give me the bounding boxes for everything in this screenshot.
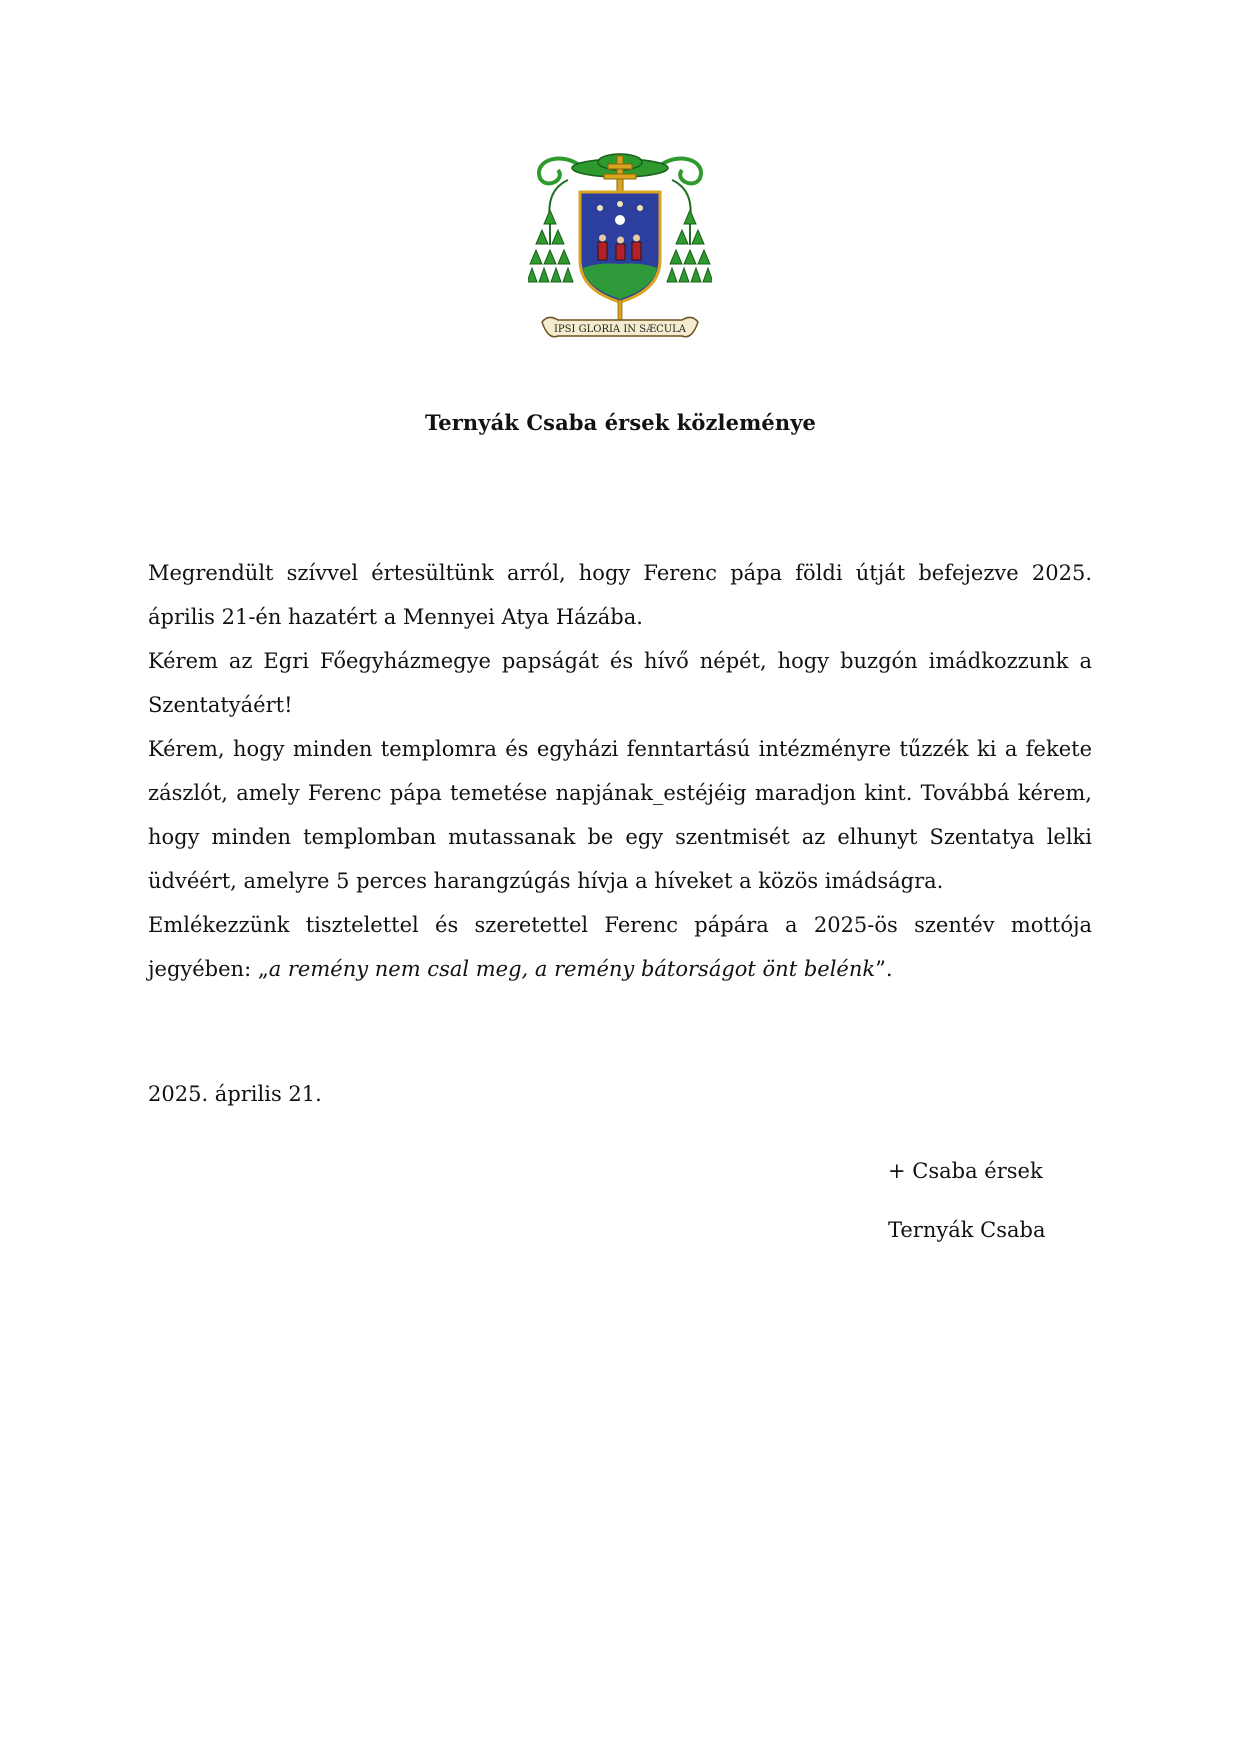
document-date: 2025. április 21. [148, 1082, 322, 1106]
coat-of-arms-image [528, 150, 712, 360]
paragraph-4-end: ”. [875, 957, 893, 981]
paragraph-2: Kérem az Egri Főegyházmegye papságát és hívő népét, hogy buzgón imádkozzunk a Szentatyáért! [148, 649, 1092, 717]
signature-block [888, 1142, 1045, 1260]
paragraph-1: Megrendült szívvel értesültünk arról, hogy Ferenc pápa földi útját befejezve 2025. április 21-én hazatért a Mennyei Atya Házába. [148, 561, 1092, 629]
signature-name: Ternyák Csaba [888, 1218, 1046, 1242]
paragraph-4 [148, 903, 1092, 991]
document-body [148, 551, 1092, 991]
paragraph-3: Kérem, hogy minden templomra és egyházi fenntartású intézményre tűzzék ki a fekete zászlót, amely Ferenc pápa temetése napjának_estéjéig maradjon kint. Továbbá kérem, hogy minden templomban mutassanak be egy szentmisét az elhunyt Szentatya lelki üdvéért, amelyre 5 perces harangzúgás hívja a híveket a közös imádságra. [148, 737, 1092, 893]
document-title: Ternyák Csaba érsek közleménye [424, 410, 817, 435]
paragraph-4-intro: Emlékezzünk tisztelettel és szeretettel Ferenc pápára a 2025-ös szentév mottója jegyében: „ [148, 913, 1092, 981]
signature-title: + Csaba érsek [888, 1159, 1043, 1183]
svg-text:IPSI GLORIA IN SÆCULA: IPSI GLORIA IN SÆCULA [553, 324, 687, 335]
motto-quote: a remény nem csal meg, a remény bátorságot önt belénk [268, 957, 876, 981]
